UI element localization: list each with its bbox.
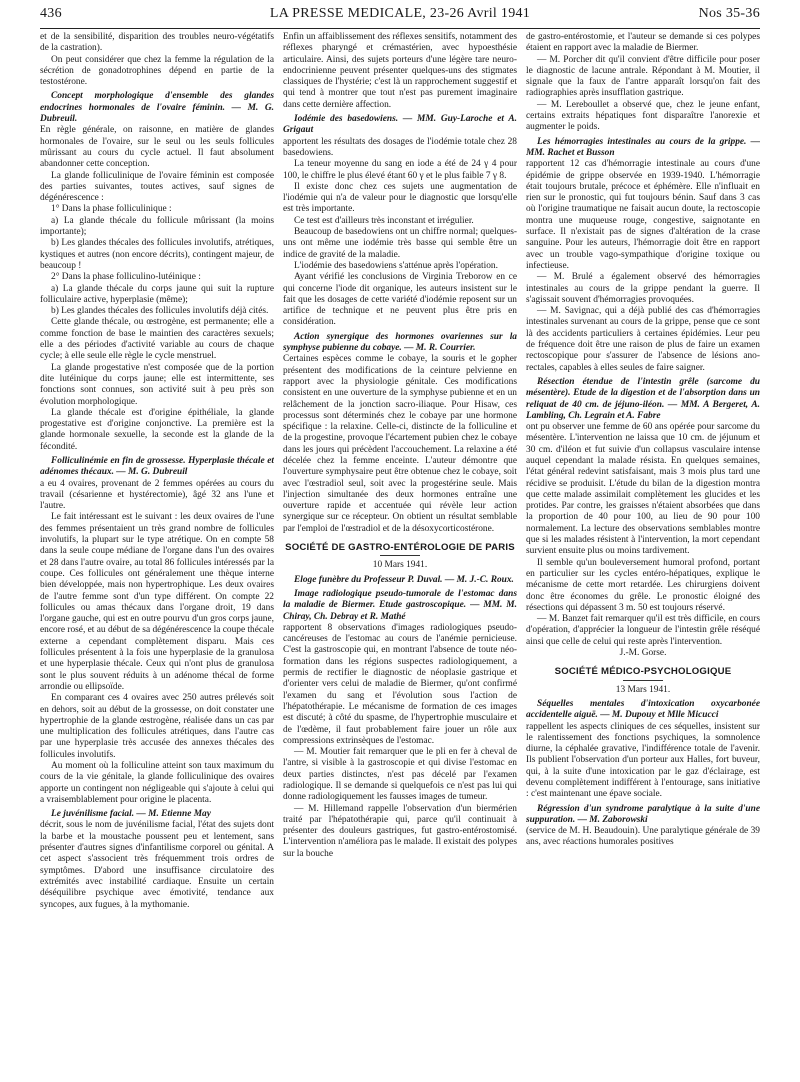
body-paragraph: L'iodémie des basedowiens s'atténue après l'opération. xyxy=(294,260,498,271)
body-paragraph: La glande folliculinique de l'ovaire féminin est composée des parties suivantes, toutes actives, sauf signes de dégénérescence : xyxy=(40,170,274,204)
society-section-title: SOCIÉTÉ DE GASTRO-ENTÉROLOGIE DE PARIS xyxy=(285,542,515,554)
communication-heading: Les hémorragies intestinales au cours de la grippe. — MM. Rachet et Busson xyxy=(526,136,760,158)
body-paragraph: La teneur moyenne du sang en iode a été de 24 γ 4 pour 100, le chiffre le plus élevé étant 60 γ et le plus faible 7 γ 8. xyxy=(283,159,517,181)
body-paragraph: décrit, sous le nom de juvénilisme facial, l'état des sujets dont la barbe et la moustache poussent peu et lentement, sans présenter d'autres signes d'infantilisme corporel ou génital. A cet aspect s'associent très fréquemment trois ordres de symptômes. D'abord une insuffisance circulatoire des extrémités avec instabilité cardiaque. Ensuite un certain déséquilibre psychique avec émotivité, tendance aux syncopes, aux fugues, à la mythomanie. xyxy=(40,820,274,910)
body-paragraph: (service de M. H. Beaudouin). Une paralytique générale de 39 ans, avec réactions humorales positives xyxy=(526,826,760,848)
issue-number: Nos 35-36 xyxy=(698,6,760,21)
column-right xyxy=(526,32,760,1072)
body-paragraph: rapportent 12 cas d'hémorragie intestinale au cours d'une épidémie de grippe observée en 1939-1940. L'hémorragie était toujours brutale, précoce et éphémère. Elle n'influait en rien sur le pronostic, qui fut toujours bénin. Sauf dans 3 cas où l'origine traumatique ne faisait aucun doute, la rectoscopie montra une muqueuse rouge, congestive, saignotante en surface. Il n'existait pas de signes d'altération de la crase sanguine. Pour les auteurs, l'hémorragie doit être en rapport avec un trouble vago-sympathique d'origine toxique ou infectieuse. xyxy=(526,159,760,271)
body-paragraph: — M. Banzet fait remarquer qu'il est très difficile, en cours d'opération, d'apprécier la longueur de l'intestin grêle réséqué ainsi que celle de celui qui reste après l'intervention. xyxy=(526,614,760,647)
body-paragraph: Au moment où la folliculine atteint son taux maximum du cours de la vie génitale, la glande folliculinique des ovaires apporte un contingent non négligeable qui s'ajoute à celui qui a vraisemblablement pour origine le placenta. xyxy=(40,761,274,805)
body-paragraph: apportent les résultats des dosages de l'iodémie totale chez 28 basedowiens. xyxy=(283,136,517,158)
body-paragraph: b) Les glandes thécales des follicules involutifs déjà cités. xyxy=(51,306,269,317)
body-paragraph: En règle générale, on raisonne, en matière de glandes hormonales de l'ovaire, sur le seul ou les seuls follicules mûrissant au cours du cycle actuel. Il faut absolument abandonner cette conception. xyxy=(40,125,274,170)
communication-heading: Résection étendue de l'intestin grêle (sarcome du mésentère). Etude de la digestion et de l'absorption dans un reliquat de 40 cm. de jéjuno-iléon. — MM. A Bergeret, A. Lambling, Ch. Legrain et A. Fabre xyxy=(526,376,760,421)
body-paragraph: — M. Lereboullet a observé que, chez le jeune enfant, certains extraits hépatiques font disparaître l'anorexie et augmenter le poids. xyxy=(526,99,760,133)
column-left xyxy=(40,32,274,1072)
body-paragraph: En comparant ces 4 ovaires avec 250 autres prélevés soit en dehors, soit au début de la grossesse, on doit constater une hypertrophie de la glande œstrogène, réalisée dans un cas par une multiplication des follicules atrétiques, dans l'autre cas par une hyperplasie très accusée des annexes thécales des follicules involutifs. xyxy=(40,693,274,760)
body-paragraph: — M. Moutier fait remarquer que le pli en fer à cheval de l'antre, si visible à la gastroscopie et qui divise l'estomac en deux parties distinctes, n'est pas décelé par l'examen radiologique. Il se demande si quelquefois ce n'est pas lui qui donne radiologiquement les fausses images de tumeur. xyxy=(283,747,517,803)
society-section-title: SOCIÉTÉ MÉDICO-PSYCHOLOGIQUE xyxy=(554,666,732,678)
body-paragraph: Enfin un affaiblissement des réflexes sensitifs, notamment des réflexes pharyngé et crémastérien, avec hypoesthésie articulaire. Ainsi, des sujets porteurs d'une légère tare neuro-endocrinienne peuvent présenter quelques-uns des stigmates classiques de l'hystérie; c'est là un rapprochement suggestif et qui tend à montrer que tout n'est pas purement imaginaire dans cette dernière affection. xyxy=(283,32,517,110)
communication-heading: Iodémie des basedowiens. — MM. Guy-Laroche et A. Grigaut xyxy=(283,114,517,136)
communication-heading: Concept morphologique d'ensemble des glandes endocrines hormonales de l'ovaire féminin. — M. G. Dubreuil. xyxy=(40,91,274,125)
session-date: 10 Mars 1941. xyxy=(372,560,428,571)
body-paragraph: Le fait intéressant est le suivant : les deux ovaires de l'une des femmes présentaient un très grand nombre de follicules involutifs, la plupart sur le type atrétique. On en compte 58 dans la seule coupe médiane de l'organe dans l'un des ovaires et 28 dans l'autre ovaire, au total 86 follicules intéressés par la coupe. Ces follicules ont généralement une thèque interne bien développée, mais non hypertrophique. Les deux ovaires de l'autre femme sont d'un type différent. On compte 22 follicules ou amas thécaux dans l'organe droit, 19 dans l'organe gauche, qui est en outre pourvu d'un gros corps jaune, encore rosé, et au début de sa dégénérescence la coupe thécale externe a cependant complètement disparu. Mais ces follicules présentent à la fois une hyperplasie de la granulosa et une hyperplasie thécale. Ceux qui n'ont plus de granulosa sont le plus souvent réduits à un adénome thécal de forme arrondie ou ellipsoïde. xyxy=(40,512,274,692)
communication-heading: Action synergique des hormones ovariennes sur la symphyse pubienne du cobaye. — M. R. Courrier. xyxy=(283,331,517,354)
body-paragraph: a) La glande thécale du follicule mûrissant (la moins importante); xyxy=(40,215,274,238)
body-paragraph: Certaines espèces comme le cobaye, la souris et le gopher présentent des modifications de la ceinture pelvienne en rapport avec la physiologie génitale. Ces modifications consistent en une ouverture de la symphyse pubienne et en un relâchement de la jonction sacro-iliaque. Pour Hisaw, ces processus sont déterminés chez le cobaye par une hormone spécifique : la relaxine. Celle-ci, distincte de la folliculine et de la progestine, provoque l'écartement pubien chez le cobaye dans les jours qui précèdent l'accouchement. La relaxine a été décelée chez la femme enceinte. L'auteur démontre que l'ouverture symphysaire peut être obtenue chez le cobaye, soit avec l'œstradiol seul, soit avec la progestérine seule. Mais l'injection simultanée des deux hormones entraîne une ouverture rapide et accentuée qui révèle leur action synergique sur ce récepteur. On obtient un résultat semblable par l'emploi de l'œstradiol et de la désoxycorticostérone. xyxy=(283,354,517,534)
body-paragraph: 1° Dans la phase folliculinique : xyxy=(51,204,172,215)
body-paragraph: Il semble qu'un bouleversement humoral profond, portant en particulier sur les cycles entéro-hépatiques, explique le mécanisme de cette mort retardée. Les chirurgiens doivent donc être économes du grêle. Le pronostic éloigné des résections qui dépassent 3 m. 50 est toujours réservé. xyxy=(526,557,760,613)
column-middle xyxy=(283,32,517,1072)
communication-heading: Le juvénilisme facial. — M. Etienne May xyxy=(51,809,211,820)
body-paragraph: — M. Hillemand rappelle l'observation d'un biermérien traité par l'hépatothérapie qui, parce qu'il continuait à présenter des douleurs gastriques, fut gastro-entérostomisé. L'intervention n'améliora pas le malade. Il existait des polypes sur la bouche xyxy=(283,803,517,859)
communication-heading: Image radiologique pseudo-tumorale de l'estomac dans la maladie de Biermer. Etude gastroscopique. — MM. M. Chiray, Ch. Debray et R. Mathé xyxy=(283,588,517,622)
body-paragraph: Il existe donc chez ces sujets une augmentation de l'iodémie qui n'a de valeur pour le diagnostic que lorsqu'elle est très importante. xyxy=(283,181,517,215)
body-paragraph: rapportent 8 observations d'images radiologiques pseudo-cancéreuses de l'estomac au cours de l'anémie pernicieuse. C'est la gastroscopie qui, en montrant l'absence de toute néo-formation dans les régions suspectes radiologiquement, a permis de rectifier le diagnostic de néoplasie gastrique et d'orienter vers celui de maladie de Biermer, qu'ont confirmé l'examen du sang et l'évolution sous l'action de l'hépatothérapie. Le mécanisme de formation de ces images est discuté; à côté du spasme, de l'hypertrophie musculaire et de l'œdème, il faut probablement faire jouer un rôle aux compressions extrinsèques de l'estomac. xyxy=(283,622,517,746)
page-number: 436 xyxy=(40,6,62,21)
body-paragraph: La glande progestative n'est composée que de la portion dite lutéinique du corps jaune; elle est intermittente, ses fonctions sont connues, son activité suit à peu près son évolution morphologique. xyxy=(40,362,274,407)
author-signature: J.-M. Gorse. xyxy=(619,648,667,659)
body-paragraph: Cette glande thécale, ou œstrogène, est permanente; elle a comme fonction de base le maintien des caractères sexuels; elle a des périodes d'activité variable au cours de chaque cycle; à elle seule elle règle le cycle menstruel. xyxy=(40,317,274,362)
journal-title: LA PRESSE MEDICALE, 23-26 Avril 1941 xyxy=(269,6,531,21)
body-paragraph: — M. Porcher dit qu'il convient d'être difficile pour poser le diagnostic de lacune antrale. Répondant à M. Moutier, il signale que la faux de l'antre apparaît lorsqu'on fait des radiographies après insufflation gastrique. xyxy=(526,54,760,99)
body-paragraph: rappellent les aspects cliniques de ces séquelles, insistent sur le ralentissement des fonctions psychiques, la somnolence diurne, la céphalée gravative, l'indifférence totale de l'avenir. Ils publient l'observation d'un porteur aux Halles, fort buveur, qui, à la suite d'une intoxication par le gaz d'éclairage, est devenu complètement indifférent à l'entourage, sans initiative : c'est maintenant une épave sociale. xyxy=(526,721,760,800)
body-paragraph: a eu 4 ovaires, provenant de 2 femmes opérées au cours du travail (césarienne et hystérectomie), âgé 32 ans l'une et l'autre. xyxy=(40,478,274,512)
communication-heading: Eloge funèbre du Professeur P. Duval. — M. J.-C. Roux. xyxy=(294,574,514,585)
body-paragraph: On peut considérer que chez la femme la régulation de la sécrétion de gonadotrophines dépend en partie de la testostérone. xyxy=(40,54,274,88)
body-paragraph: a) La glande thécale du corps jaune qui suit la rupture folliculaire active, hyperplasie (même); xyxy=(40,283,274,305)
communication-heading: Séquelles mentales d'intoxication oxycarbonée accidentelle aiguë. — M. Dupouy et Mlle Micucci xyxy=(526,698,760,721)
body-paragraph: Beaucoup de basedowiens ont un chiffre normal; quelques-uns ont même une iodémie très basse qui semble être un indice de gravité de la maladie. xyxy=(283,227,517,260)
body-paragraph: — M. Brulé a également observé des hémorragies intestinales au cours de la grippe pendant la guerre. Il s'agissait souvent d'hémorragies provoquées. xyxy=(526,272,760,305)
body-paragraph: et de la sensibilité, disparition des troubles neuro-végétatifs de la castration). xyxy=(40,32,274,54)
body-paragraph: de gastro-entérostomie, et l'auteur se demande si ces polypes étaient en rapport avec la maladie de Biermer. xyxy=(526,32,760,54)
body-paragraph: Ayant vérifié les conclusions de Virginia Treborow en ce qui concerne l'iode dit organique, les auteurs insistent sur le fait que les dosages de cette variété d'iodémie reposent sur un artifice de technique et ne peuvent plus être pris en considération. xyxy=(283,272,517,328)
page-header xyxy=(40,6,760,29)
body-paragraph: La glande thécale est d'origine épithéliale, la glande progestative est d'origine conjonctive. La première est la glande hormonale sexuelle, la seconde est la glande de la fécondité. xyxy=(40,407,274,452)
section-rule xyxy=(380,555,420,556)
body-paragraph: b) Les glandes thécales des follicules involutifs, atrétiques, kystiques et autres (non encore décrits), contingent majeur, de beaucoup ! xyxy=(40,238,274,271)
body-paragraph: — M. Savignac, qui a déjà publié des cas d'hémorragies intestinales survenant au cours de la grippe, pense que ce sont là des accidents particuliers à certaines épidémies. Leur peu de fréquence doit être une raison de plus de faire un examen rectoscopique pour s'assurer de l'absence de lésions ano-rectales, capables à elles seules de faire saigner. xyxy=(526,306,760,373)
communication-heading: Folliculinémie en fin de grossesse. Hyperplasie thécale et adénomes thécaux. — M. G. Dubreuil xyxy=(40,455,274,478)
section-rule xyxy=(623,680,663,681)
session-date: 13 Mars 1941. xyxy=(615,684,671,695)
communication-heading: Régression d'un syndrome paralytique à la suite d'une suppuration. — M. Zaborowski xyxy=(526,803,760,825)
body-paragraph: Ce test est d'ailleurs très inconstant et irrégulier. xyxy=(294,215,474,226)
body-paragraph: 2° Dans la phase folliculino-lutéinique : xyxy=(51,272,201,283)
body-paragraph: ont pu observer une femme de 60 ans opérée pour sarcome du mésentère. L'intervention ne laissa que 10 cm. de jéjunum et 30 cm. d'iléon et fut suivie d'un collapsus vasculaire intense auquel cependant la malade résista. En quelques semaines, l'état général redevint satisfaisant, mais 3 mois plus tard une récidive se produisit. L'étude du bilan de la digestion montra que cette malade assimilait complètement les glucides et les protides. Par contre, les graisses n'étaient absorbées que dans la proportion de 40 pour 100, au lieu de 90 pour 100 normalement. La lecture des observations semblables montre que si les malades résistent à l'intervention, la mort cependant survient ensuite plus ou moins tardivement. xyxy=(526,422,760,557)
